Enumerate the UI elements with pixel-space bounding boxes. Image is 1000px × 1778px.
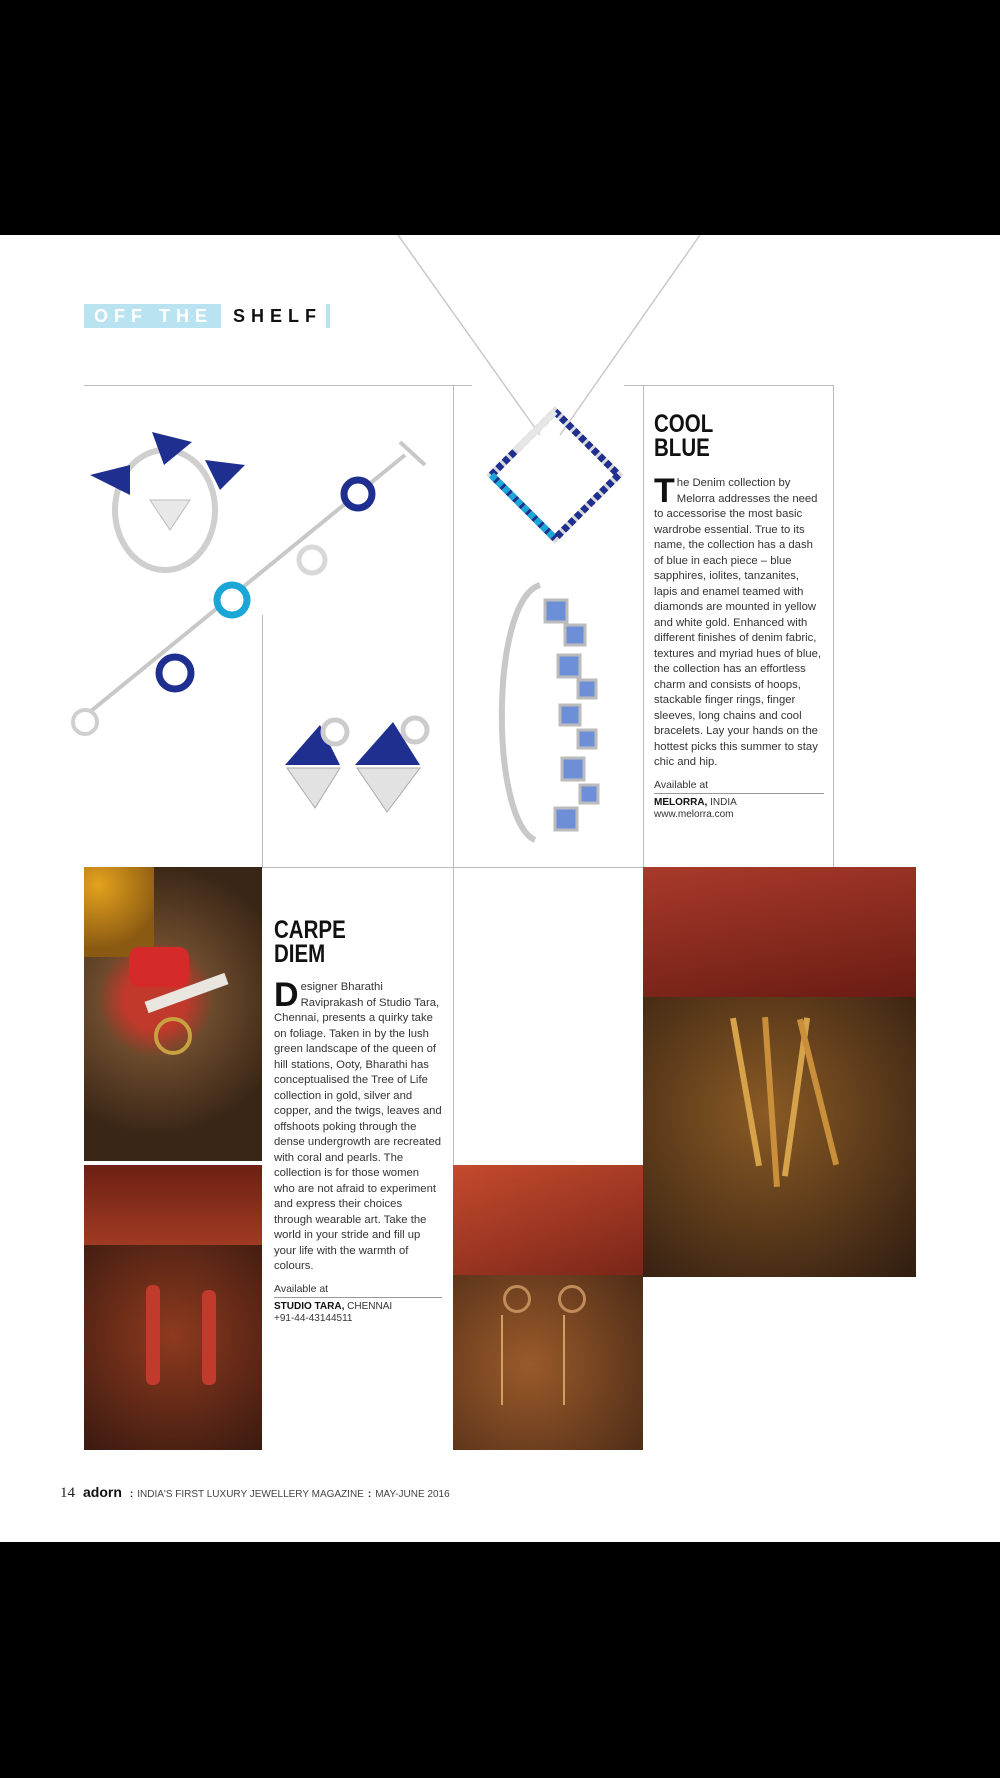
cool-blue-website: www.melorra.com (654, 808, 734, 820)
coral-earrings-photo (84, 1165, 262, 1450)
hoop-earring-image (490, 580, 630, 860)
ring-bracelet-image (60, 420, 450, 740)
page-number: 14 (60, 1485, 75, 1501)
cool-blue-body: The Denim collection by Melorra addresses the need to accessorise the most basic wardrobe essential. True to its name, the collection has a dash of blue in each piece – blue sapphires, iolites, tanzanites, lapis and enamel teamed with diamonds are mounted in yellow and white gold. Enhanced with different finishes of denim fabric, textures and myriad hues of blue, the collection has an effortless charm and consists of hoops, stackable finger rings, finger sleeves, long chains and cool bracelets. Lay your hands on the hottest picks this summer to stay chic and hip. (654, 472, 822, 768)
carpe-diem-available-label: Available at (274, 1283, 442, 1298)
carpe-diem-dropcap: D (274, 976, 299, 1014)
stud-earrings-image (275, 710, 445, 830)
cool-blue-article (654, 412, 824, 821)
section-label-b: SHELF (233, 306, 323, 326)
leaf-earrings-photo (643, 867, 916, 1277)
magazine-name: adorn (83, 1484, 122, 1500)
drop-earrings-photo (453, 1165, 643, 1450)
cool-blue-headline: COOL BLUE (654, 410, 714, 462)
coral-brooch-photo (84, 867, 262, 1161)
grid-line (262, 867, 644, 868)
carpe-diem-headline: CARPE DIEM (274, 916, 346, 968)
cool-blue-store: MELORRA, INDIA (654, 796, 737, 808)
page-footer (60, 1484, 450, 1502)
section-tag (84, 304, 330, 328)
carpe-diem-store: STUDIO TARA, CHENNAI (274, 1300, 393, 1312)
cool-blue-available-label: Available at (654, 779, 824, 794)
cool-blue-dropcap: T (654, 472, 675, 510)
carpe-diem-article (274, 918, 442, 1325)
grid-line (833, 385, 834, 867)
footer-separator: : (367, 1489, 372, 1500)
section-label-a: OFF THE (84, 304, 221, 328)
carpe-diem-phone: +91-44-43144511 (274, 1312, 353, 1324)
footer-separator: : (129, 1489, 134, 1500)
issue-date: MAY-JUNE 2016 (375, 1489, 450, 1500)
section-accent-bar (326, 304, 330, 328)
carpe-diem-body: Designer Bharathi Raviprakash of Studio Tara, Chennai, presents a quirky take on foliage. Taken in by the lush green landscape of the queen of hill stations, Ooty, Bharathi has conceptualised the Tree of Life collection in gold, silver and copper, and the twigs, leaves and offshoots poking through the dense undergrowth are recreated with coral and pearls. The collection is for those women who are not afraid to experiment and express their choices through wearable art. Take the world in your stride and fill up your life with the warmth of colours. (274, 976, 442, 1272)
magazine-tagline: INDIA'S FIRST LUXURY JEWELLERY MAGAZINE (137, 1489, 364, 1500)
